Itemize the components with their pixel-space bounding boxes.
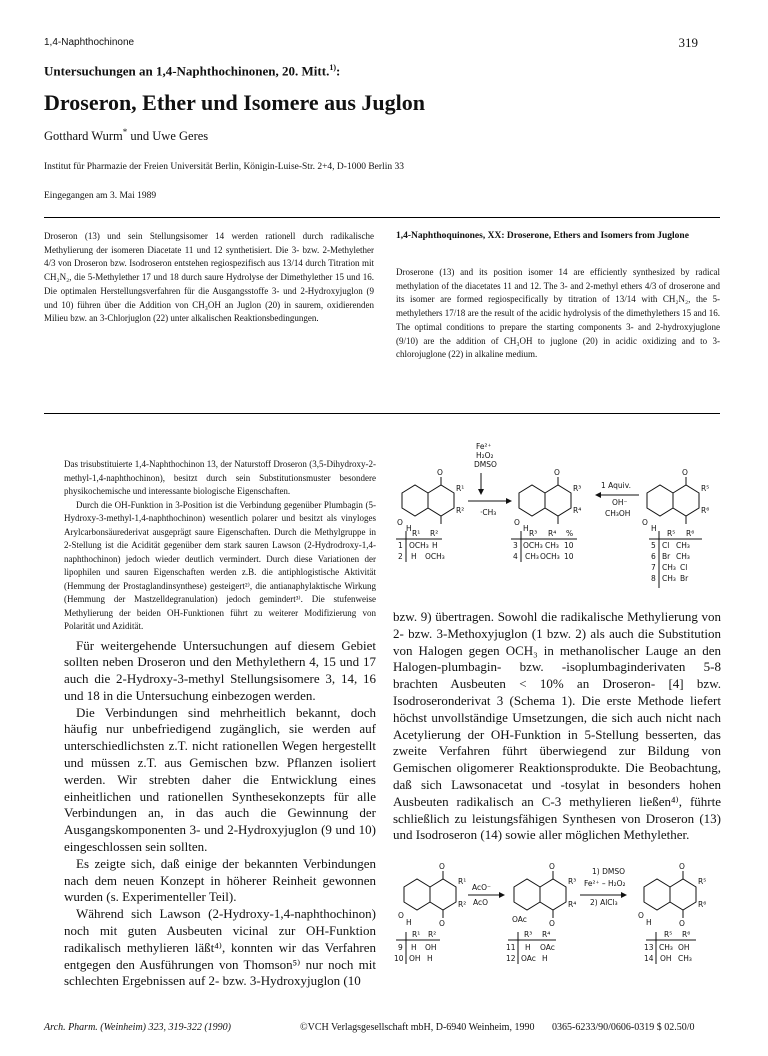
label-o: O bbox=[682, 468, 688, 477]
table-cell: Cl bbox=[680, 563, 688, 572]
arrow2-top-label: 1 Aquiv. bbox=[601, 481, 631, 490]
label-o: O bbox=[514, 518, 520, 527]
arrow1-bottom-label: AcO bbox=[473, 898, 489, 907]
table-cell: 7 bbox=[651, 563, 656, 572]
label-o: O bbox=[398, 911, 404, 920]
top-rule bbox=[44, 217, 720, 218]
label-o: O bbox=[679, 862, 685, 871]
table-cell: H bbox=[411, 552, 417, 561]
author-1: Gotthard Wurm bbox=[44, 129, 123, 144]
table-cell: H bbox=[432, 541, 438, 550]
table-cell: H bbox=[411, 943, 417, 952]
table-cell: 10 bbox=[564, 541, 574, 550]
table-cell: OAc bbox=[540, 943, 555, 952]
label-r6: R⁶ bbox=[698, 900, 707, 909]
paragraph: Die Verbindungen sind mehrheitlich bekannt, doch häufig nur unbefriedigend zugänglich, sie werden auf unterschiedlichsten z.T. nicht rationellen Wegen hergestellt und müssen z.T. aus Gemischen bzw. Pflanzen isoliert werden. Wir strebten daher die Entwicklung eines einheitlichen und rationellen Synthesekonzepts für alle Verbindungen an, in das auch die Gewinnung der Ausgangskomponenten 3- und 2-Hydroxyjuglon (9 und 10) eingeschlossen sein sollten. bbox=[64, 704, 376, 855]
authors bbox=[44, 127, 208, 144]
label-h: H bbox=[523, 524, 529, 533]
label-o: O bbox=[679, 919, 685, 928]
table-cell: 14 bbox=[644, 954, 654, 963]
table-cell: 13 bbox=[644, 943, 654, 952]
table-cell: OH bbox=[678, 943, 690, 952]
scheme-2 bbox=[384, 862, 724, 1012]
arrow1-top-label: AcO⁻ bbox=[472, 883, 491, 892]
arrow2-bottom-label: CH₃OH bbox=[605, 509, 631, 518]
table-cell: OCH₃ bbox=[523, 541, 543, 550]
table-cell: 2 bbox=[398, 552, 403, 561]
label-h: H bbox=[406, 918, 412, 927]
table-cell: OH bbox=[425, 943, 437, 952]
label-r3: R³ bbox=[568, 877, 577, 886]
ring bbox=[540, 879, 566, 910]
table-cell: 1 bbox=[398, 541, 403, 550]
table-cell: H bbox=[542, 954, 548, 963]
label-r1: R¹ bbox=[456, 484, 465, 493]
reagent-h2o2: H₂O₂ bbox=[476, 451, 494, 460]
table-header: R⁵ bbox=[667, 529, 676, 538]
label-r6: R⁶ bbox=[701, 506, 710, 515]
table-header: R⁵ bbox=[664, 930, 673, 939]
table-cell: CH₃ bbox=[525, 552, 539, 561]
ring bbox=[545, 485, 571, 516]
ring bbox=[402, 485, 428, 516]
scheme1-tables bbox=[398, 529, 694, 583]
reagent-dmso: DMSO bbox=[474, 460, 497, 469]
label-r1: R¹ bbox=[458, 877, 467, 886]
paragraph: Für weitergehende Untersuchungen auf diesem Gebiet sollten neben Droseron und den Methylethern 4, 15 und 17 auch die 2-Hydroxy-3-methyl Stellungsisomere 3, 14, 16 und 18 in die Untersuchung einbezogen werden. bbox=[64, 637, 376, 703]
table-header: R² bbox=[430, 529, 439, 538]
table-cell: 11 bbox=[506, 943, 516, 952]
paragraph: Das trisubstituierte 1,4-Naphthochinon 13, der Naturstoff Droseron (3,5-Dihydroxy-2-methyl-1,4-naphthochinon), besitzt durch sein Substitutionsmuster besondere physikochemische und interessante biologische Eigenschaften. bbox=[64, 459, 376, 496]
series-title bbox=[44, 63, 340, 79]
label-h: H bbox=[406, 524, 412, 533]
table-cell: CH₃ bbox=[545, 541, 559, 550]
abstract-german: Droseron (13) und sein Stellungsisomer 14 werden rationell durch radikalische Methylierung der isomeren Diacetate 11 und 12 synthetisiert. Die 3- bzw. 2-Methylether 4/3 von Droseron bzw. Isodroseron entstehen regiospezifisch aus 13/14 durch Titration mit CH₂N₂, die 5-Methylether 17 und 18 durch saure Hydrolyse der Dimethylether 15 und 16. Die optimalen Herstellungsverfahren für die Ausgangsstoffe 3- und 2-Hydroxyjuglon (9 und 10) führen über die Addition von CH₃OH an Juglon (20) in saurem, oxidierenden Milieu bzw. an 3-Chlorjuglon (22) unter alkalischen Reaktionsbedingungen. bbox=[44, 231, 374, 324]
table-cell: CH₃ bbox=[662, 563, 676, 572]
institution: Institut für Pharmazie der Freien Universität Berlin, Königin-Luise-Str. 2+4, D-1000 Berlin 33 bbox=[44, 162, 404, 172]
scheme-1 bbox=[384, 425, 724, 603]
table-cell: OAc bbox=[521, 954, 536, 963]
arrow2-mid-label: Fe²⁺ – H₂O₂ bbox=[584, 879, 626, 888]
label-r4: R⁴ bbox=[568, 900, 577, 909]
body-right-column: bzw. 9) übertragen. Sowohl die radikalische Methylierung von 2- bzw. 3-Methoxyjuglon (1 bzw. 2) als auch die Substitution von Halogen gegen OCH₃ in methanolischer Lauge an den Halogen-plumbagin- bzw. -isoplumbaginderivaten 5-8 brachten Ausbeuten < 10% an Droseron- [4] bzw. Isodroseronderivat 3 (Schema 1). Die erste Methode liefert höchst unvollständige Umsetzungen, die sich auch nicht nach Acetylierung der OH-Funktion in 5-Stellung besserten, das zweite Verfahren führt überwiegend zur Bildung von Gemischen oligomerer Reaktionsprodukte. Die Beobachtung, daß sich Lawsonacetat und -tosylat in besonders hohen Ausbeuten radikalisch an C-3 methylieren ließen⁴⁾, führte schließlich zu leistungsfähigen Synthesen von Droseron (13) und Isodroseron (14) sowie aller möglichen Methylether. bbox=[393, 609, 721, 843]
author-mark: * bbox=[122, 127, 128, 137]
table-cell: CH₃ bbox=[676, 541, 690, 550]
label-o: O bbox=[549, 919, 555, 928]
table-cell: Cl bbox=[662, 541, 670, 550]
table-cell: 12 bbox=[506, 954, 516, 963]
ring bbox=[519, 485, 545, 516]
arrow2-mid-label: OH⁻ bbox=[612, 498, 628, 507]
received-date: Eingegangen am 3. Mai 1989 bbox=[44, 191, 157, 201]
ring bbox=[514, 879, 540, 910]
label-h: H bbox=[646, 918, 652, 927]
table-cell: 3 bbox=[513, 541, 518, 550]
paragraph: Es zeigte sich, daß einige der bekannten Verbindungen nach dem neuen Konzept in höherer Reinheit gewonnen wurden (s. Experimenteller Teil). bbox=[64, 855, 376, 905]
table-cell: OH bbox=[409, 954, 421, 963]
label-o: O bbox=[397, 518, 403, 527]
label-o: O bbox=[549, 862, 555, 871]
article-title: Droseron, Ether und Isomere aus Juglon bbox=[44, 90, 425, 115]
table-cell: Br bbox=[662, 552, 671, 561]
table-cell: CH₃ bbox=[678, 954, 692, 963]
label-o: O bbox=[638, 911, 644, 920]
label-o: O bbox=[439, 919, 445, 928]
table-cell: Br bbox=[680, 574, 689, 583]
label-o: O bbox=[437, 468, 443, 477]
table-cell: CH₃ bbox=[676, 552, 690, 561]
table-header: R³ bbox=[524, 930, 533, 939]
table-cell: OH bbox=[660, 954, 672, 963]
abstract-english-title: 1,4-Naphthoquinones, XX: Droserone, Ethers and Isomers from Juglone bbox=[396, 231, 689, 241]
label-r5: R⁵ bbox=[698, 877, 707, 886]
ring bbox=[647, 485, 673, 516]
label-o: O bbox=[439, 862, 445, 871]
table-header: R¹ bbox=[412, 529, 421, 538]
ring bbox=[404, 879, 430, 910]
table-header: R³ bbox=[529, 529, 538, 538]
label-r2: R² bbox=[458, 900, 467, 909]
series-footnote: 1) bbox=[329, 63, 336, 72]
reagent-fe: Fe²⁺ bbox=[476, 442, 492, 451]
journal-citation: Arch. Pharm. (Weinheim) 323, 319-322 (1990) bbox=[44, 1022, 232, 1033]
table-cell: OCH₃ bbox=[425, 552, 445, 561]
reagent-methyl: ·CH₃ bbox=[480, 508, 497, 517]
table-header: R⁴ bbox=[542, 930, 551, 939]
table-header: R⁴ bbox=[548, 529, 557, 538]
label-r4: R⁴ bbox=[573, 506, 582, 515]
label-o: O bbox=[554, 468, 560, 477]
table-cell: 5 bbox=[651, 541, 656, 550]
table-header: R¹ bbox=[412, 930, 421, 939]
label-oac: OAc bbox=[512, 915, 527, 924]
label-r3: R³ bbox=[573, 484, 582, 493]
table-header: R⁶ bbox=[686, 529, 695, 538]
ring bbox=[428, 485, 454, 516]
series-text: Untersuchungen an 1,4-Naphthochinonen, 20. Mitt. bbox=[44, 63, 330, 79]
table-cell: OCH₃ bbox=[409, 541, 429, 550]
label-r5: R⁵ bbox=[701, 484, 710, 493]
abstract-rule bbox=[44, 413, 720, 414]
table-cell: 8 bbox=[651, 574, 656, 583]
label-r2: R² bbox=[456, 506, 465, 515]
table-cell: CH₃ bbox=[662, 574, 676, 583]
table-cell: OCH₃ bbox=[540, 552, 560, 561]
table-cell: H bbox=[427, 954, 433, 963]
table-cell: H bbox=[525, 943, 531, 952]
arrow2-top-label: 1) DMSO bbox=[592, 867, 625, 876]
body-left-column bbox=[64, 458, 376, 990]
arrow2-bottom-label: 2) AlCl₃ bbox=[590, 898, 618, 907]
ring bbox=[644, 879, 670, 910]
ring bbox=[430, 879, 456, 910]
table-header: % bbox=[566, 529, 574, 538]
table-cell: 6 bbox=[651, 552, 656, 561]
table-header: R⁶ bbox=[682, 930, 691, 939]
paragraph: Durch die OH-Funktion in 3-Position ist die Verbindung gegenüber Plumbagin (5-Hydroxy-3-methyl-1,4-naphthochinon) wesentlich polarer und besitzt als vinyloges Arylcarbonsäurederivat ausgeprägt saure Eigenschaften. Durch die Methylgruppe in 2-Stellung ist die Acidität gegenüber dem stark sauren Lawson (2-Hydrodroxy-1,4-naphthochinon) jedoch wieder deutlich vermindert. Durch diese Variationen der lipophilen und sauren Eigenschaften werden z.B. die antiphlogistische Aktivität (Hemmung der Prostaglandinsynthese) gesteigert²⁾, die antianaphylaktische Wirkung (Hemmung der Mastzelldegranulation) jedoch gemindert³⁾. Die stufenweise Methylierung der beiden OH-Funktionen führt zu weiterer Modifizierung von Polarität und Azidität. bbox=[64, 499, 376, 631]
ring bbox=[673, 485, 699, 516]
table-cell: CH₃ bbox=[659, 943, 673, 952]
table-cell: 10 bbox=[394, 954, 404, 963]
article-code: 0365-6233/90/0606-0319 $ 02.50/0 bbox=[552, 1022, 695, 1033]
table-cell: 9 bbox=[398, 943, 403, 952]
table-cell: 4 bbox=[513, 552, 518, 561]
series-end: : bbox=[336, 63, 341, 79]
table-cell: 10 bbox=[564, 552, 574, 561]
publisher-line: ©VCH Verlagsgesellschaft mbH, D-6940 Weinheim, 1990 bbox=[300, 1022, 535, 1033]
abstract-english: Droserone (13) and its position isomer 14 are efficiently synthesized by radical methylation of the diacetates 11 and 12. The 3- and 2-methyl ethers 4/3 of droserone and its isomer are formed regiospecifically by titration of 13/14 with CH₂N₂, the 5-methylethers 17/18 are the result of the acidic hydrolysis of the dimethylethers 15 and 16. The optimal conditions to prepare the starting components 3- and 2-hydroxyjuglone (9/10) are the addition of CH₃OH to juglone (20) in acidic oxidizing and to 3-chlorojuglone (22) in alkaline medium. bbox=[396, 267, 720, 360]
paragraph: Während sich Lawson (2-Hydroxy-1,4-naphthochinon) noch mit guten Ausbeuten vicinal zur OH-Funktion radikalisch methylieren läßt⁴⁾, konnten wir das Verfahren entgegen den Ausführungen von Thomson⁵⁾ nur noch mit schlechten Ergebnissen auf 2- bzw. 3-Hydroxyjuglon (10 bbox=[64, 906, 376, 989]
label-o: O bbox=[642, 518, 648, 527]
scheme2-tables bbox=[394, 930, 692, 963]
label-h: H bbox=[651, 524, 657, 533]
table-header: R² bbox=[428, 930, 437, 939]
ring bbox=[670, 879, 696, 910]
page-number: 319 bbox=[678, 35, 698, 50]
running-title: 1,4-Naphthochinone bbox=[44, 37, 135, 48]
author-2: und Uwe Geres bbox=[127, 129, 209, 144]
